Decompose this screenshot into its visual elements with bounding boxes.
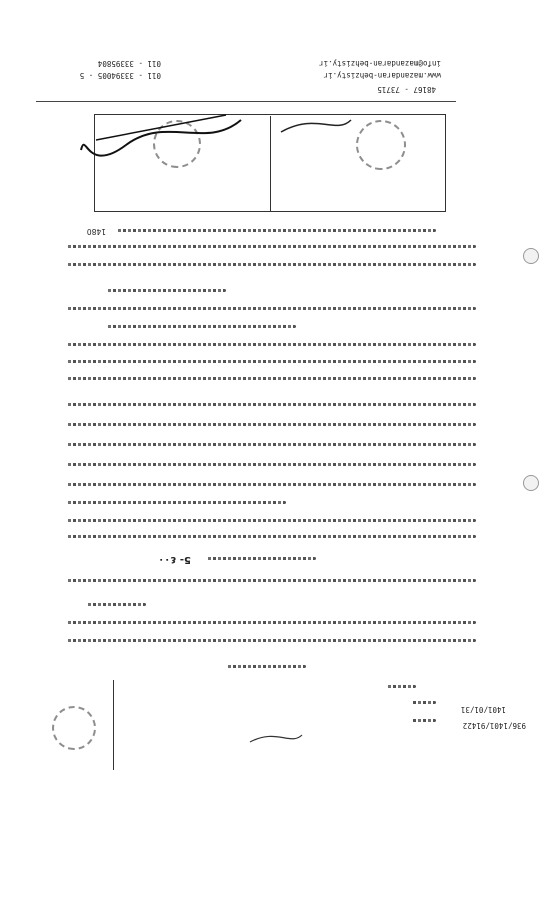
phone-number-2: 011 - 33394005 - 5 — [79, 71, 161, 80]
text-line — [66, 535, 476, 538]
round-stamp-1 — [356, 120, 406, 170]
text-line — [66, 621, 476, 624]
text-line — [66, 403, 476, 406]
text-line — [116, 229, 436, 232]
text-line — [66, 307, 476, 310]
reference-number: 936/1401/91422 — [462, 721, 526, 730]
footer-signature — [246, 725, 306, 750]
postal-code: 48167 - 73715 — [377, 85, 436, 94]
text-line — [66, 443, 476, 446]
signature-mark-1 — [76, 110, 246, 160]
signature-mark-2 — [276, 110, 356, 140]
text-line — [66, 377, 476, 380]
text-line — [66, 519, 476, 522]
text-line — [66, 639, 476, 642]
email-address: info@mazandaran-behzisty.ir — [319, 59, 441, 68]
footer-divider — [113, 680, 114, 770]
website-address: www.mazandaran-behzisty.ir — [323, 71, 441, 80]
section-heading: 5- ٤٠٠ — [158, 554, 191, 565]
text-line — [106, 289, 226, 292]
text-line — [66, 423, 476, 426]
text-line — [66, 501, 286, 504]
section-heading-text — [206, 557, 316, 560]
letter-date: 1401/01/31 — [460, 705, 506, 714]
emblem-logo — [52, 706, 96, 750]
phone-number-1: 011 - 33395804 — [97, 59, 161, 68]
text-line — [106, 325, 296, 328]
text-line — [66, 343, 476, 346]
label-text — [412, 719, 436, 722]
closing-line — [226, 665, 306, 668]
text-line — [86, 603, 146, 606]
text-line — [66, 579, 476, 582]
label-text — [412, 701, 436, 704]
text-line — [66, 483, 476, 486]
text-line — [66, 245, 476, 248]
text-line — [66, 463, 476, 466]
signature-table-divider — [270, 116, 271, 212]
number-1480: 1480 — [86, 227, 106, 236]
text-line — [66, 360, 476, 363]
header-divider — [36, 101, 456, 102]
label-text — [386, 685, 416, 688]
text-line — [66, 263, 476, 266]
